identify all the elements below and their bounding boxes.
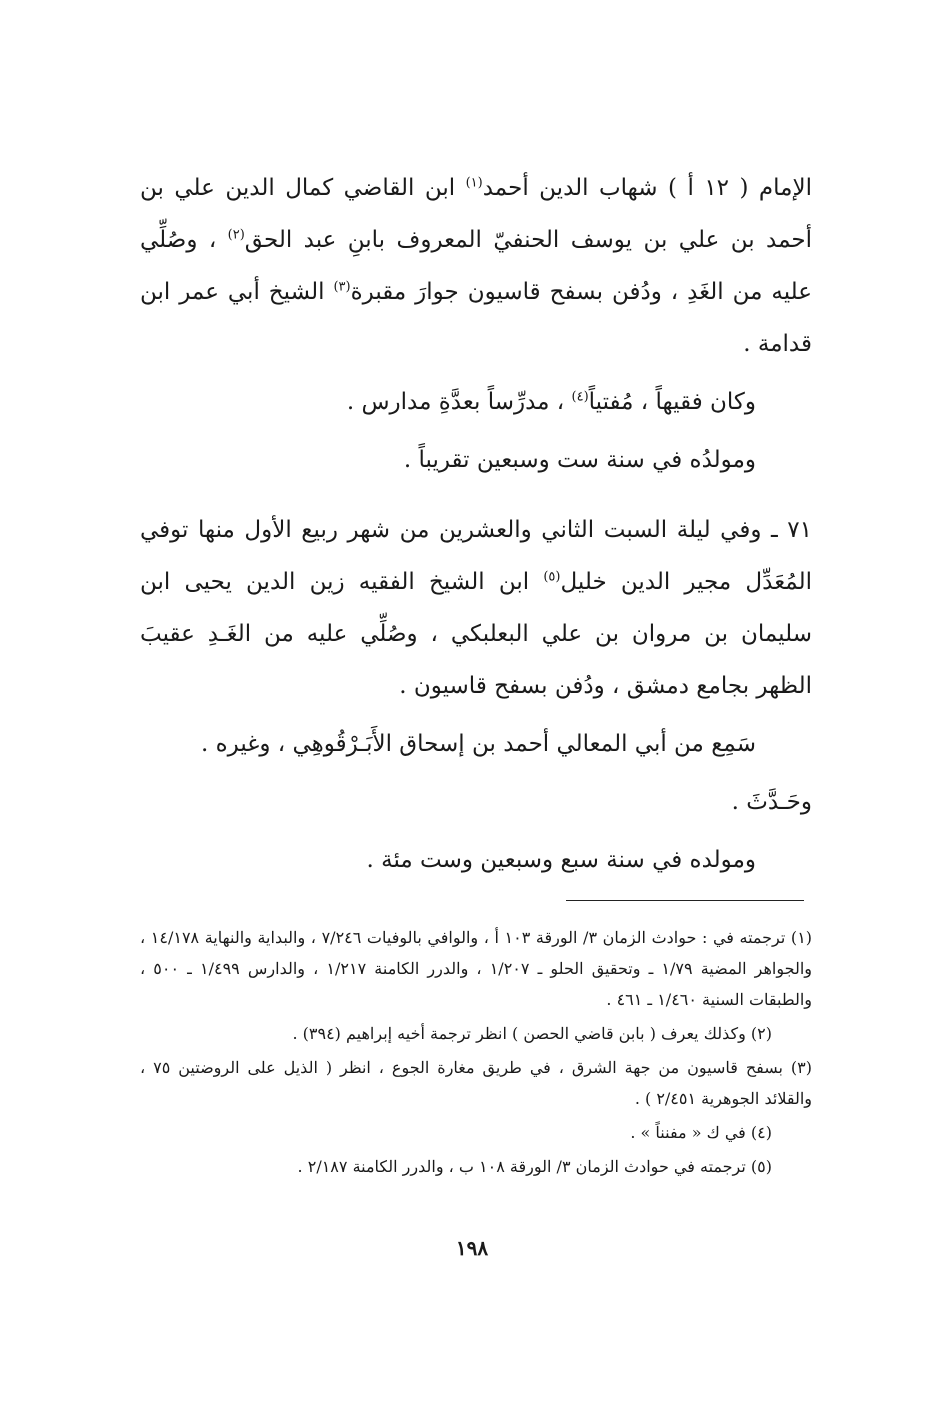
paragraph-3: ومولدُه في سنة ست وسبعين تقريباً .	[403, 447, 756, 473]
text-span: ابن القاضي كمال الدين علي بن أحمد بن علي بن يوسف الحنفيّ المعروف بابنِ عبد الحق	[140, 175, 812, 253]
footnote-ref-1: (١)	[465, 175, 483, 191]
footnote-4: (٤) في ك « مفنناً » .	[630, 1123, 772, 1142]
text-span: ، مدرِّساً بعدَّةِ مدارس .	[346, 389, 572, 415]
paragraph-6: وحَـدَّثَ .	[731, 789, 812, 815]
paragraph-5: سَمِع من أبي المعالي أحمد بن إسحاق الأَبَـرْقُوهِي ، وغيره .	[201, 731, 756, 757]
text-span: ٧١ ـ وفي ليلة السبت الثاني والعشرين من شهر ربيع الأول منها توفي المُعَدِّل مجير الدين خليل	[140, 517, 812, 595]
paragraph-7: ومولده في سنة سبع وسبعين وست مئة .	[366, 847, 756, 873]
paragraph-1	[140, 162, 812, 370]
text-span: ، وصُلِّي عليه من الغَدِ ، ودُفن بسفح قاسيون جوارَ مقبرة	[140, 227, 812, 305]
paragraph-2	[140, 376, 812, 428]
text-span: وكان فقيهاً ، مُفتياً	[588, 389, 756, 415]
footnote-ref-3: (٣)	[333, 279, 351, 295]
text-span: الشيخ أبي عمر ابن قدامة .	[140, 279, 812, 357]
footnote-divider	[566, 900, 804, 901]
footnotes	[140, 922, 812, 1185]
text-span: ابن الشيخ الفقيه زين الدين يحيى ابن سليمان بن مروان بن علي البعلبكي ، وصُلِّي عليه من الغَـدِ عقيبَ الظهر بجامع دمشق ، ودُفن بسفح قاسيون .	[140, 569, 812, 699]
footnote-2: (٢) وكذلك يعرف ( بابن قاضي الحصن ) انظر ترجمة أخيه إبراهيم (٣٩٤) .	[292, 1024, 772, 1043]
footnote-3: (٣) بسفح قاسيون من جهة الشرق ، في طريق مغارة الجوع ، انظر ( الذيل على الروضتين ٧٥ ، والقلائد الجوهرية ٢/٤٥١ ) .	[140, 1058, 812, 1108]
page-number: ١٩٨	[455, 1236, 489, 1260]
footnote-ref-2: (٢)	[227, 227, 245, 243]
footnote-ref-5: (٥)	[543, 569, 561, 585]
footnote-ref-4: (٤)	[571, 389, 589, 405]
footnote-5: (٥) ترجمته في حوادث الزمان ٣/ الورقة ١٠٨ ب ، والدرر الكامنة ٢/١٨٧ .	[297, 1157, 772, 1176]
entry-71	[140, 504, 812, 712]
footnote-1: (١) ترجمته في : حوادث الزمان ٣/ الورقة ١٠٣ أ ، والوافي بالوفيات ٧/٢٤٦ ، والبداية والنهاية ١٤/١٧٨ ، والجواهر المضية ١/٧٩ ـ وتحقيق الحلو ـ ١/٢٠٧ ، والدرر الكامنة ١/٢١٧ ، والدارس ١/٤٩٩ ـ ٥٠٠ ، والطبقات السنية ١/٤٦٠ ـ ٤٦١ .	[140, 928, 813, 1009]
text-span: الإمام ( ١٢ أ ) شهاب الدين أحمد	[482, 175, 813, 201]
main-text	[140, 162, 812, 892]
